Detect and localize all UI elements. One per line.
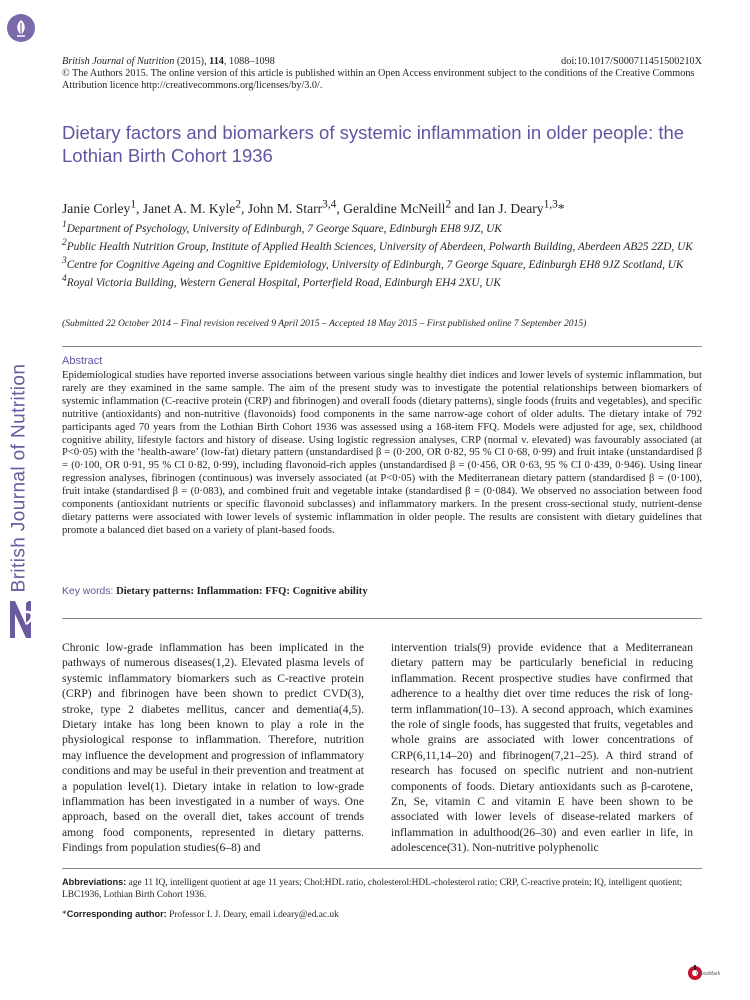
author-list <box>62 196 702 217</box>
article-title: Dietary factors and biomarkers of systemic inflammation in older people: the Lothian Birth Cohort 1936 <box>62 122 685 166</box>
license-notice: © The Authors 2015. The online version of this article is published within an Open Access environment subject to the conditions of the Creative Commons Attribution licence http://creativecommons.org/licenses/by/3.0/. <box>62 68 695 92</box>
keywords <box>62 585 702 598</box>
author: Janie Corley$^1$, <box>62 198 143 216</box>
affiliation: $^1$Department of Psychology, University of Edinburgh, 7 George Square, Edinburgh EH8 9JZ, UK <box>62 220 502 235</box>
keywords-label: Key words: <box>62 586 114 597</box>
journal-citation: British Journal of Nutrition (2015), 114, 1088–1098 <box>62 56 275 67</box>
abstract-text: Epidemiological studies have reported inverse associations between various single healthy diet indices and lower levels of systemic inflammation, but rarely are they examined in the same sample. The aim of the present study was to investigate the potential relationships between biomarkers of systemic inflammation (C-reactive protein (CRP) and fibrinogen) and overall foods (dietary patterns), single foods (fruits and vegetables), and specific nutritive (antioxidants) and non-nutritive (flavonoids) food components in the same narrow-age cohort of older adults. The dietary intake of 792 participants aged 70 years from the Lothian Birth Cohort 1936 was assessed using a 168-item FFQ. Models were adjusted for age, sex, childhood cognitive ability, lifestyle factors and history of disease. Using logistic regression analyses, CRP (normal v. elevated) was favourably associated (at P<0·05) with the ‘health-aware’ (low-fat) dietary pattern (unstandardised β = (0·200, OR 0·82, 95 % CI 0·68, 0·99) and fruit intake (unstandardised β = (0·100, OR 0·91, 95 % CI 0·82, 0·99), including flavonoid-rich apples (unstandardised β = (0·456, OR 0·63, 95 % CI 0·439, 0·946). Using linear regression analyses, fibrinogen (continuous) was inversely associated (at P<0·05) with the Mediterranean dietary pattern (standardised β = (0·100), fruit intake (standardised β = (0·083), and combined fruit and vegetable intake (standardised β = (0·084). We observed no association between food components (antioxidant nutrients or specific flavonoid subclasses) and inflammatory markers. In the present cross-sectional study, nutrient-dense dietary patterns were associated with lower levels of systemic inflammation in older people. The results are consistent with dietary guidelines that promote a balanced diet based on a variety of plant-based foods. <box>62 370 702 536</box>
divider <box>62 618 702 619</box>
affiliation: $^4$Royal Victoria Building, Western General Hospital, Porterfield Road, Edinburgh EH4 2XU, UK <box>62 274 501 289</box>
corresponding-author-footnote: *Corresponding author: Professor I. J. Deary, email i.deary@ed.ac.uk <box>62 909 339 920</box>
keywords-value: Dietary patterns: Inflammation: FFQ: Cognitive ability <box>116 586 368 597</box>
affiliation: $^2$Public Health Nutrition Group, Institute of Applied Health Sciences, University of Aberdeen, Polwarth Building, Aberdeen AB25 2ZD, UK <box>62 238 693 253</box>
submission-dates: (Submitted 22 October 2014 – Final revision received 9 April 2015 – Accepted 18 May 2015 – First published online 7 September 2015) <box>62 318 587 329</box>
abstract-heading: Abstract <box>62 355 103 367</box>
doi[interactable]: doi:10.1017/S000711451500210X <box>561 56 702 67</box>
journal-logo-icon <box>7 14 35 42</box>
body-column-right: intervention trials(9) provide evidence that a Mediterranean dietary pattern may be particularly beneficial in reducing inflammation. Recent prospective studies have confirmed that adherence to a healthy diet over time reduces the risk of long-term inflammation(10–13). A second approach, which examines the role of single foods, has suggested that fruits, vegetables and whole grains are associated with lower concentrations of CRP(6,11,14–20) and fibrinogen(7,21–25). A third strand of research has focused on specific nutrient and non-nutrient components of foods. Dietary antioxidants such as β-carotene, Zn, Se, vitamin C and vitamin E have been shown to be associated with lower levels of disease-related markers of inflammation in adulthood(26–30) and even earlier in life, in adolescence(31). Non-nutritive polyphenolic <box>391 641 693 855</box>
author: Janet A. M. Kyle$^2$, <box>142 198 248 216</box>
footnote-divider <box>62 868 702 869</box>
affiliation-list <box>62 218 702 290</box>
author: John M. Starr$^{3,4}$, <box>247 198 344 216</box>
affiliation: $^3$Centre for Cognitive Ageing and Cognitive Epidemiology, University of Edinburgh, 7 George Square, Edinburgh EH8 9JZ Scotland, UK <box>62 256 684 271</box>
abbreviations-footnote: Abbreviations: age 11 IQ, intelligent quotient at age 11 years; Chol:HDL ratio, cholesterol:HDL-cholesterol ratio; CRP, C-reactive protein; IQ, intelligent quotient; LBC1936, Lothian Birth Cohort 1936. <box>62 877 683 901</box>
author: Geraldine McNeill$^2$ and <box>343 198 478 216</box>
divider <box>62 346 702 347</box>
crossmark-label: CrossMark <box>696 971 721 977</box>
author: Ian J. Deary$^{1,3}$* <box>477 198 565 216</box>
side-journal-name: British Journal of Nutrition <box>8 363 29 593</box>
body-column-left: Chronic low-grade inflammation has been implicated in the pathways of numerous diseases(1,2). Elevated plasma levels of systemic inflammatory biomarkers such as C-reactive protein (CRP) and fibrinogen have been shown to predict CVD(3), stroke, type 2 diabetes mellitus, cancer and dementia(4,5). Dietary intake has long been known to play a role in the physiological response to inflammation. Therefore, nutrition may influence the development and progression of inflammatory conditions and may be useful in their prevention and treatment at a population level(1). Dietary intake in relation to low-grade inflammation has been investigated in a number of ways. One approach, based on the overall diet, takes account of trends among food components, represented in dietary patterns. Findings from population studies(6–8) and <box>62 641 364 855</box>
ns-logo-icon <box>6 598 36 642</box>
journal-header <box>62 56 702 93</box>
